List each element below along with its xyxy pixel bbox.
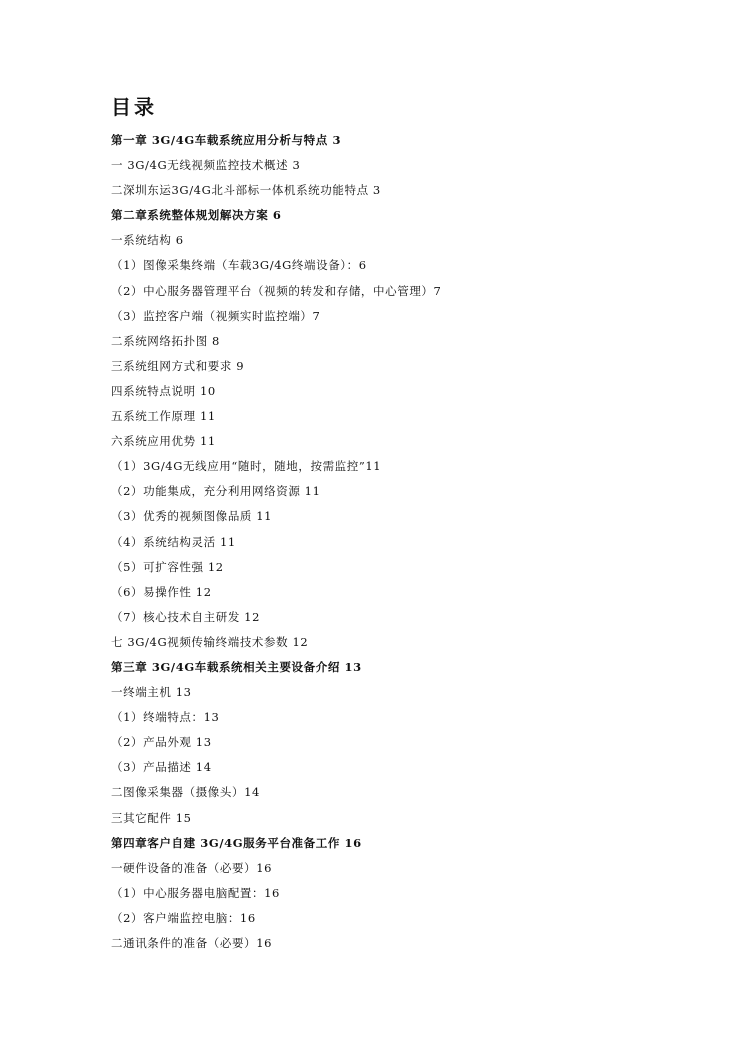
toc-section-entry[interactable]: （1）中心服务器电脑配置：16: [111, 885, 280, 900]
toc-chapter-entry[interactable]: 第三章 3G/4G车载系统相关主要设备介绍 13: [111, 659, 362, 674]
toc-section-entry[interactable]: 二系统网络拓扑图 8: [111, 333, 220, 348]
toc-chapter-entry[interactable]: 第四章客户自建 3G/4G服务平台准备工作 16: [111, 835, 362, 850]
toc-section-entry[interactable]: 二通讯条件的准备（必要）16: [111, 936, 273, 950]
toc-section-entry[interactable]: （2）中心服务器管理平台（视频的转发和存储，中心管理）7: [111, 283, 442, 298]
toc-title: 目录: [111, 95, 157, 119]
toc-section-entry[interactable]: 二图像采集器（摄像头）14: [111, 785, 260, 800]
toc-section-entry[interactable]: 四系统特点说明 10: [111, 383, 216, 398]
toc-section-entry[interactable]: （2）产品外观 13: [111, 735, 212, 750]
toc-chapter-entry[interactable]: 第二章系统整体规划解决方案 6: [111, 208, 282, 223]
toc-chapter-entry[interactable]: 第一章 3G/4G车载系统应用分析与特点 3: [111, 133, 342, 147]
toc-section-entry[interactable]: （3）优秀的视频图像品质 11: [111, 509, 273, 524]
toc-section-entry[interactable]: （1）3G/4G无线应用“随时，随地，按需监控”11: [111, 459, 382, 474]
toc-section-entry[interactable]: （5）可扩容性强 12: [111, 559, 224, 574]
toc-section-entry[interactable]: 一系统结构 6: [111, 233, 184, 248]
toc-section-entry[interactable]: （4）系统结构灵活 11: [111, 534, 236, 549]
toc-section-entry[interactable]: 一硬件设备的准备（必要）16: [111, 860, 273, 875]
toc-section-entry[interactable]: 三其它配件 15: [111, 810, 192, 825]
toc-section-entry[interactable]: （1）终端特点：13: [111, 710, 220, 725]
toc-section-entry[interactable]: 一 3G/4G无线视频监控技术概述 3: [111, 158, 301, 173]
toc-section-entry[interactable]: 六系统应用优势 11: [111, 434, 216, 449]
toc-section-entry[interactable]: （6）易操作性 12: [111, 584, 212, 599]
toc-list: [111, 128, 711, 956]
toc-section-entry[interactable]: （2）客户端监控电脑：16: [111, 910, 256, 925]
toc-section-entry[interactable]: 二深圳东运3G/4G北斗部标一体机系统功能特点 3: [111, 183, 381, 198]
toc-section-entry[interactable]: （7）核心技术自主研发 12: [111, 609, 261, 624]
toc-section-entry[interactable]: 三系统组网方式和要求 9: [111, 358, 245, 373]
toc-section-entry[interactable]: 五系统工作原理 11: [111, 409, 216, 424]
toc-section-entry[interactable]: 七 3G/4G视频传输终端技术参数 12: [111, 634, 309, 649]
toc-section-entry[interactable]: （3）监控客户端（视频实时监控端）7: [111, 308, 321, 323]
toc-section-entry[interactable]: （2）功能集成，充分利用网络资源 11: [111, 484, 321, 499]
toc-section-entry[interactable]: 一终端主机 13: [111, 685, 192, 700]
toc-section-entry[interactable]: （3）产品描述 14: [111, 760, 212, 775]
toc-section-entry[interactable]: （1）图像采集终端（车载3G/4G终端设备）：6: [111, 258, 367, 273]
